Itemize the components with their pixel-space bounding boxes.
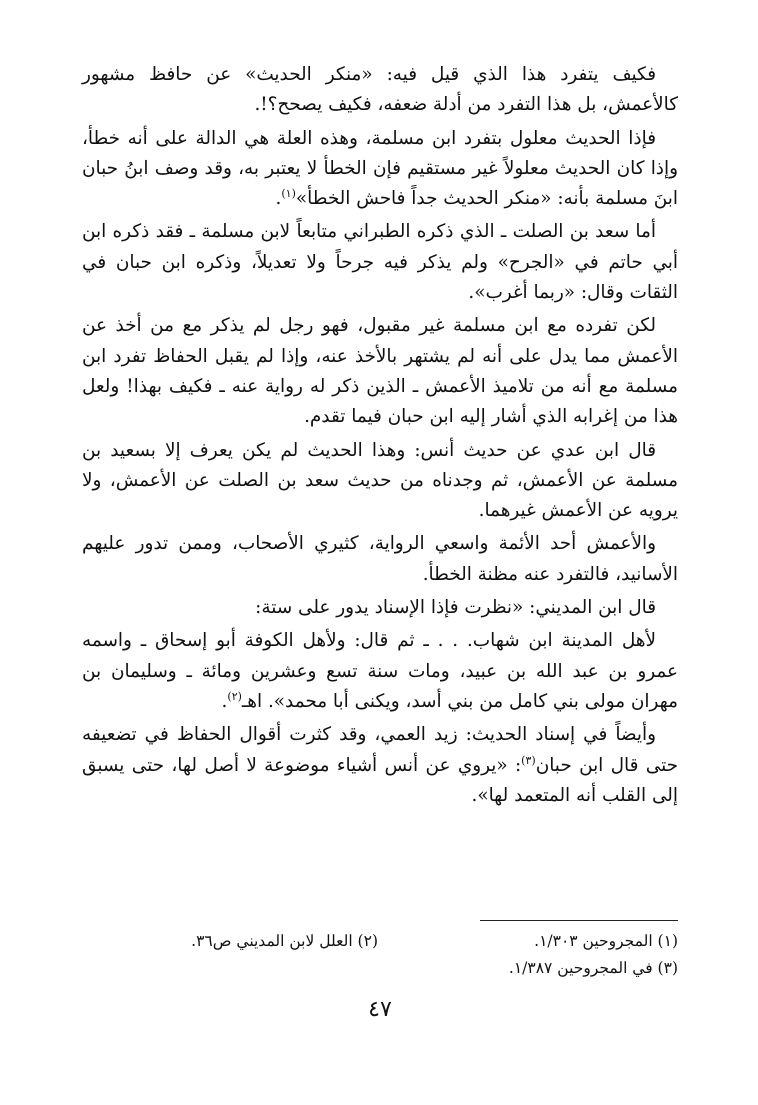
paragraph-8: لأهل المدينة ابن شهاب. . . ـ ثم قال: ولأهل الكوفة أبو إسحاق ـ واسمه عمرو بن عبد الله بن عبيد، ومات سنة تسع وعشرين ومائة ـ وسليمان بن مهران مولى بني كامل من بني أسد، ويكنى أبا محمد». اهـ$^{(٢)}$. [82, 630, 678, 712]
paragraph-2: فإذا الحديث معلول بتفرد ابن مسلمة، وهذه العلة هي الدالة على أنه خطأ، وإذا كان الحديث معلولاً غير مستقيم فإن الخطأ لا يعتبر به، وقد وصف ابنُ حبان ابنَ مسلمة بأنه: «منكر الحديث جداً فاحش الخطأ»$^{(١)}$. [82, 127, 678, 210]
footnote-row [82, 928, 678, 955]
paragraph-5: قال ابن عدي عن حديث أنس: وهذا الحديث لم يكن يعرف إلا بسعيد بن مسلمة عن الأعمش، ثم وجدناه من حديث سعد بن الصلت عن الأعمش، ولا يرويه عن الأعمش غيرهما. [82, 439, 678, 522]
paragraph-4: لكن تفرده مع ابن مسلمة غير مقبول، فهو رجل لم يذكر مع من أخذ عن الأعمش مما يدل على أنه لم يشتهر بالأخذ عنه، وإذا لم يقبل الحفاظ تفرد ابن مسلمة مع أنه من تلاميذ الأعمش ـ الذين ذكر له رواية عنه ـ فكيف بهذا! ولعل هذا من إغرابه الذي أشار إليه ابن حبان فيما تقدم. [82, 315, 678, 428]
footnote-2: (٢) العلل لابن المديني ص٣٦. [191, 932, 378, 950]
footnote-row [82, 955, 678, 982]
footnote-ref-1[interactable]: (١) [281, 187, 296, 201]
page-number: ٤٧ [368, 997, 392, 1022]
footnote-ref-3[interactable]: (٣) [521, 753, 536, 767]
paragraph-3: أما سعد بن الصلت ـ الذي ذكره الطبراني متابعاً لابن مسلمة ـ فقد ذكره ابن أبي حاتم في «الجرح» ولم يذكر فيه جرحاً ولا تعديلاً، وذكره ابن حبان في الثقات وقال: «ربما أغرب». [82, 221, 678, 304]
paragraph-1: فكيف يتفرد هذا الذي قيل فيه: «منكر الحديث» عن حافظ مشهور كالأعمش، بل هذا التفرد من أدلة ضعفه، فكيف يصحح؟!. [82, 64, 678, 116]
paragraph-6: والأعمش أحد الأئمة واسعي الرواية، كثيري الأصحاب، وممن تدور عليهم الأسانيد، فالتفرد عنه مظنة الخطأ. [82, 533, 678, 585]
footnotes [82, 928, 678, 982]
page-body [82, 60, 678, 1022]
footnote-divider [480, 920, 678, 921]
footnote-ref-2[interactable]: (٢) [227, 689, 242, 703]
paragraph-9: وأيضاً في إسناد الحديث: زيد العمي، وقد كثرت أقوال الحفاظ في تضعيفه حتى قال ابن حبان$^{(٣)}$: «يروي عن أنس أشياء موضوعة لا أصل لها، حتى يسبق إلى القلب أنه المتعمد لها». [82, 724, 678, 806]
footnote-1: (١) المجروحين ١/٣٠٣. [534, 932, 678, 950]
paragraph-7: قال ابن المديني: «نظرت فإذا الإسناد يدور على ستة: [255, 597, 656, 619]
footnote-3: (٣) في المجروحين ١/٣٨٧. [508, 959, 678, 977]
